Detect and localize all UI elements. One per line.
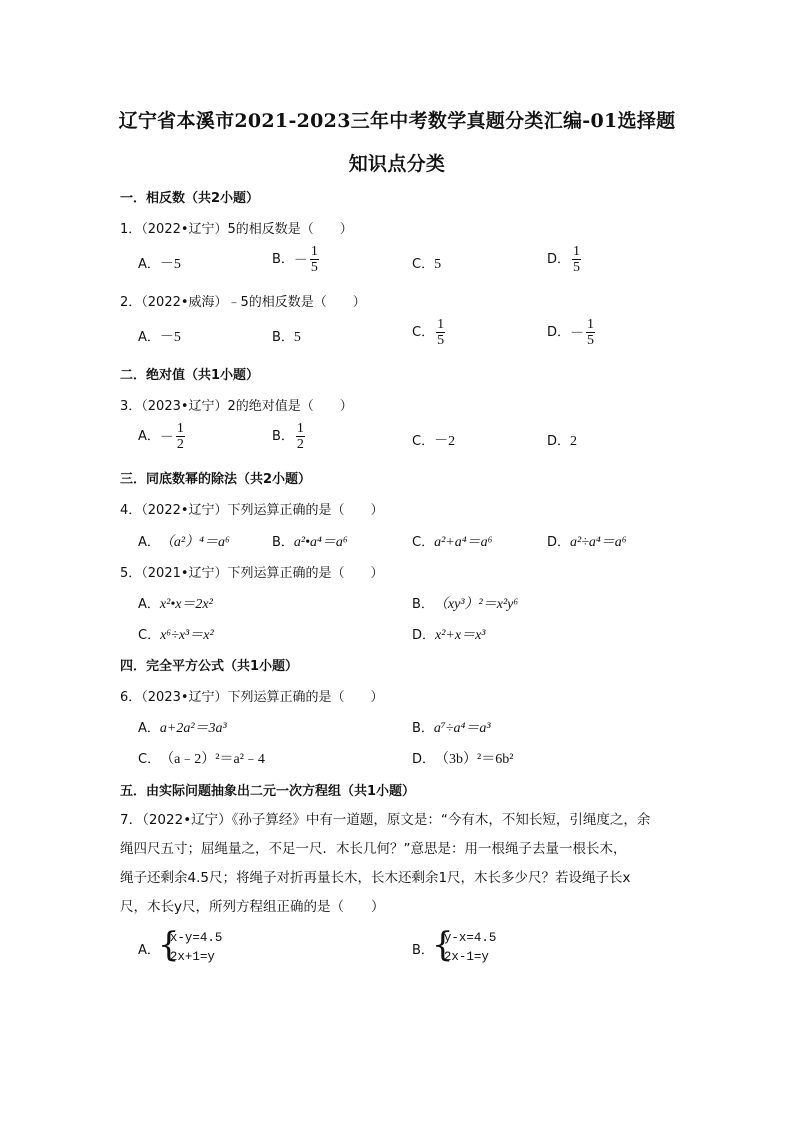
page-title: 辽宁省本溪市2021-2023三年中考数学真题分类汇编-01选择题 bbox=[118, 110, 676, 132]
section-heading: 一．相反数（共2小题） bbox=[120, 191, 260, 206]
question-1-option-c: C．5 bbox=[412, 257, 442, 272]
fraction: $\frac{1}{5}$ bbox=[587, 317, 595, 348]
question-5-option-a: A．x²•x＝2x² bbox=[138, 597, 213, 612]
question-7-stem: 7．（2022•辽宁）《孙子算经》中有一道题，原文是：“今有木，不知长短，引绳度之，余 绳四尺五寸；屈绳量之，不足一尺．木长几何？”意思是：用一根绳子去量一根长木， 绳子还剩余4.5尺；将绳子对折再量长木，长木还剩余1尺，木长多少尺？若设绳子长x 尺，木长y尺，所列方程组正确的是（ ） bbox=[120, 812, 651, 915]
section-heading: 五．由实际问题抽象出二元一次方程组（共1小题） bbox=[120, 784, 416, 799]
question-4-option-c: C．a²+a⁴＝a⁶ bbox=[412, 535, 493, 550]
question-3-option-d: D．2 bbox=[547, 434, 578, 449]
question-6-option-b: B．a⁷÷a⁴＝a³ bbox=[412, 721, 491, 736]
question-3-option-a: A．－ $\frac{1}{2}$ bbox=[138, 421, 184, 452]
question-3-option-c: C．－2 bbox=[412, 434, 456, 449]
question-2-option-c: C． $\frac{1}{5}$ bbox=[412, 317, 445, 348]
question-2-option-d: D．－ $\frac{1}{5}$ bbox=[547, 317, 595, 348]
question-2-option-b: B．5 bbox=[272, 330, 301, 345]
question-3-stem: 3．（2023•辽宁）2的绝对值是（ ） bbox=[120, 399, 353, 414]
question-4-option-d: D．a²÷a⁴＝a⁶ bbox=[547, 535, 627, 550]
question-4-stem: 4．（2022•辽宁）下列运算正确的是（ ） bbox=[120, 503, 384, 518]
question-1-option-b: B．－ $\frac{1}{5}$ bbox=[272, 244, 318, 275]
question-6-option-d: D．（3b）²＝6b² bbox=[412, 752, 514, 767]
question-4-option-a: A．（a²）⁴＝a⁶ bbox=[138, 535, 230, 550]
section-heading: 四．完全平方公式（共1小题） bbox=[120, 659, 299, 674]
fraction: $\frac{1}{5}$ bbox=[310, 244, 318, 275]
question-7-option-a: A． { x-y=4.5 2x+1=y bbox=[138, 925, 223, 965]
question-1-option-d: D． $\frac{1}{5}$ bbox=[547, 244, 581, 275]
question-5-option-c: C．x⁶÷x³＝x² bbox=[138, 628, 214, 643]
question-1-stem: 1．（2022•辽宁）5的相反数是（ ） bbox=[120, 222, 353, 237]
question-4-option-b: B．a²•a⁴＝a⁶ bbox=[272, 535, 348, 550]
equation-system: { x-y=4.5 2x+1=y bbox=[157, 925, 223, 965]
question-6-option-c: C．（a﹣2）²＝a²﹣4 bbox=[138, 752, 265, 767]
question-7-option-b: B． { y-x=4.5 2x-1=y bbox=[412, 925, 497, 965]
question-6-option-a: A．a+2a²＝3a³ bbox=[138, 721, 227, 736]
question-2-stem: 2．（2022•威海）﹣5的相反数是（ ） bbox=[120, 295, 366, 310]
page-subtitle: 知识点分类 bbox=[348, 153, 446, 175]
question-2-option-a: A．－5 bbox=[138, 330, 181, 345]
section-heading: 二．绝对值（共1小题） bbox=[120, 368, 260, 383]
section-heading: 三．同底数幂的除法（共2小题） bbox=[120, 472, 312, 487]
question-5-option-b: B．（xy³）²＝x²y⁶ bbox=[412, 597, 519, 612]
fraction: $\frac{1}{2}$ bbox=[176, 421, 184, 452]
question-3-option-b: B． $\frac{1}{2}$ bbox=[272, 421, 304, 452]
question-5-option-d: D．x²+x＝x³ bbox=[412, 628, 486, 643]
fraction: $\frac{1}{2}$ bbox=[296, 421, 304, 452]
fraction: $\frac{1}{5}$ bbox=[437, 317, 445, 348]
equation-system: { y-x=4.5 2x-1=y bbox=[431, 925, 497, 965]
question-6-stem: 6．（2023•辽宁）下列运算正确的是（ ） bbox=[120, 690, 384, 705]
fraction: $\frac{1}{5}$ bbox=[573, 244, 581, 275]
question-1-option-a: A．－5 bbox=[138, 257, 181, 272]
question-5-stem: 5．（2021•辽宁）下列运算正确的是（ ） bbox=[120, 566, 384, 581]
